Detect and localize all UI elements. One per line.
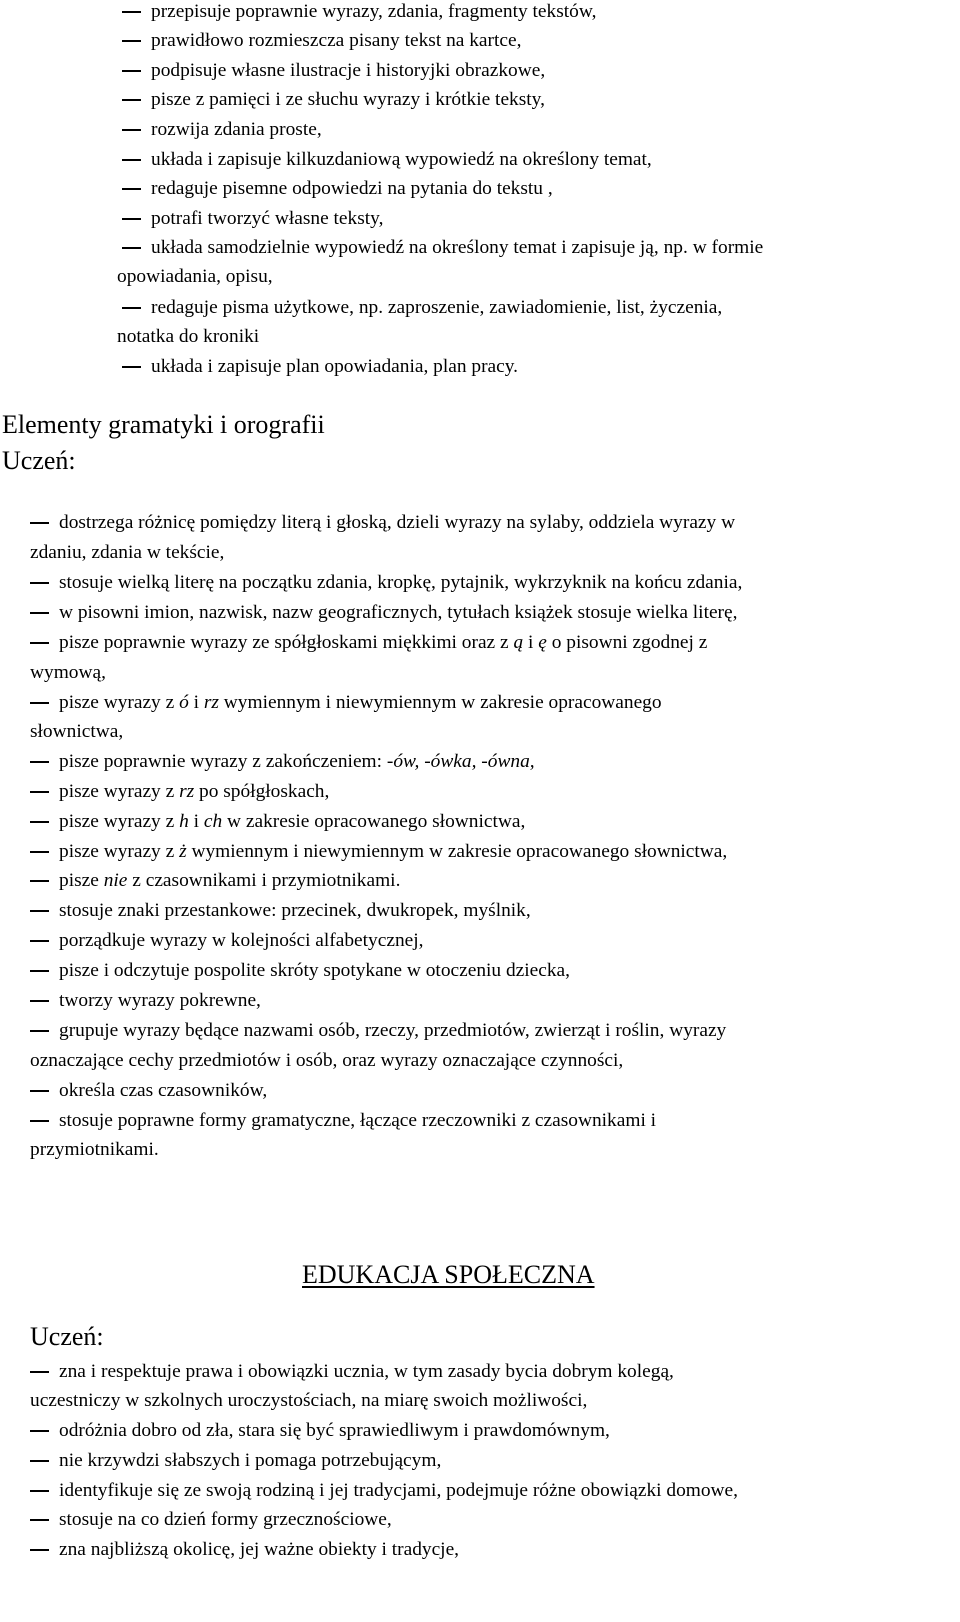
- text-segment: pisze: [59, 870, 104, 891]
- italic-term: ż: [179, 841, 187, 862]
- list-item: [30, 807, 525, 837]
- dash-bullet: [30, 970, 49, 972]
- text-segment: dostrzega różnicę pomiędzy literą i głoską, dzieli wyrazy na sylaby, oddziela wyrazy w: [59, 512, 736, 533]
- italic-term: nie: [103, 870, 128, 891]
- dash-bullet: [30, 1490, 49, 1492]
- uczen-label: Uczeń:: [30, 1322, 104, 1351]
- text-segment: o pisowni zgodnej z: [546, 632, 708, 653]
- list-item: [30, 1106, 656, 1136]
- text-segment: pisze wyrazy z: [59, 811, 180, 832]
- list-item: [30, 777, 329, 807]
- list-item-continuation: [30, 717, 123, 747]
- list-item: [30, 628, 707, 658]
- dash-bullet: [122, 129, 141, 131]
- list-item-continuation: opowiadania, opisu,: [117, 266, 273, 287]
- list-item: [30, 568, 742, 598]
- text-segment: przymiotnikami.: [30, 1139, 159, 1160]
- text-segment: i: [188, 811, 204, 832]
- dash-bullet: [30, 1030, 49, 1032]
- uczen-label: Uczeń:: [2, 446, 76, 475]
- list-item: stosuje na co dzień formy grzecznościowe,: [30, 1505, 392, 1535]
- dash-bullet: [122, 11, 141, 13]
- list-item: [30, 956, 570, 986]
- text-segment: oznaczające cechy przedmiotów i osób, oraz wyrazy oznaczające czynności,: [30, 1050, 624, 1071]
- italic-term: rz: [179, 781, 195, 802]
- italic-term: h: [179, 811, 189, 832]
- dash-bullet: [122, 40, 141, 42]
- dash-bullet: [30, 940, 49, 942]
- list-item: [30, 508, 735, 538]
- list-item: [30, 598, 737, 628]
- dash-bullet: [122, 366, 141, 368]
- text-segment: zdaniu, zdania w tekście,: [30, 542, 225, 563]
- list-item: [30, 896, 531, 926]
- text-segment: wymową,: [30, 662, 106, 683]
- text-segment: i: [188, 692, 204, 713]
- list-item: zna i respektuje prawa i obowiązki ucznia, w tym zasady bycia dobrym kolegą,: [30, 1357, 674, 1387]
- dash-bullet: [30, 851, 49, 853]
- text-segment: po spółgłoskach,: [194, 781, 330, 802]
- dash-bullet: [30, 1519, 49, 1521]
- list-item: podpisuje własne ilustracje i historyjki obrazkowe,: [122, 56, 545, 86]
- dash-bullet: [30, 642, 49, 644]
- list-item: [30, 837, 727, 867]
- dash-bullet: [122, 307, 141, 309]
- section-heading-social: EDUKACJA SPOŁECZNA: [302, 1260, 595, 1289]
- text-segment: grupuje wyrazy będące nazwami osób, rzeczy, przedmiotów, zwierząt i roślin, wyrazy: [59, 1020, 727, 1041]
- dash-bullet: [122, 188, 141, 190]
- text-segment: porządkuje wyrazy w kolejności alfabetycznej,: [59, 930, 424, 951]
- list-item: identyfikuje się ze swoją rodziną i jej tradycjami, podejmuje różne obowiązki domowe,: [30, 1476, 738, 1506]
- text-segment: z czasownikami i przymiotnikami.: [127, 870, 401, 891]
- list-item: pisze z pamięci i ze słuchu wyrazy i krótkie teksty,: [122, 85, 545, 115]
- dash-bullet: [30, 522, 49, 524]
- dash-bullet: [30, 880, 49, 882]
- dash-bullet: [30, 1371, 49, 1373]
- list-item: przepisuje poprawnie wyrazy, zdania, fragmenty tekstów,: [122, 0, 596, 27]
- list-item-continuation: [30, 538, 224, 568]
- list-item-continuation: [30, 1135, 159, 1165]
- dash-bullet: [30, 821, 49, 823]
- list-item: [30, 926, 424, 956]
- text-segment: w zakresie opracowanego słownictwa,: [222, 811, 526, 832]
- text-segment: w pisowni imion, nazwisk, nazw geograficznych, tytułach książek stosuje wielka literę,: [59, 602, 738, 623]
- list-item: układa i zapisuje plan opowiadania, plan pracy.: [122, 352, 518, 382]
- dash-bullet: [30, 702, 49, 704]
- section-heading-grammar: Elementy gramatyki i orografii: [2, 410, 325, 439]
- list-item: nie krzywdzi słabszych i pomaga potrzebującym,: [30, 1446, 441, 1476]
- dash-bullet: [30, 1430, 49, 1432]
- list-item: [30, 747, 535, 777]
- text-segment: tworzy wyrazy pokrewne,: [59, 990, 261, 1011]
- dash-bullet: [30, 1090, 49, 1092]
- text-segment: określa czas czasowników,: [59, 1080, 268, 1101]
- text-segment: pisze poprawnie wyrazy ze spółgłoskami miękkimi oraz z: [59, 632, 514, 653]
- dash-bullet: [122, 247, 141, 249]
- list-item: redaguje pisemne odpowiedzi na pytania do tekstu ,: [122, 174, 553, 204]
- list-item-continuation: [30, 658, 106, 688]
- list-item: [30, 1076, 267, 1106]
- list-item: prawidłowo rozmieszcza pisany tekst na kartce,: [122, 26, 521, 56]
- italic-term: rz: [203, 692, 219, 713]
- text-segment: pisze wyrazy z: [59, 781, 180, 802]
- dash-bullet: [30, 761, 49, 763]
- list-item: [30, 866, 400, 896]
- dash-bullet: [122, 99, 141, 101]
- list-item-continuation: [30, 1046, 623, 1076]
- list-item: zna najbliższą okolicę, jej ważne obiekty i tradycje,: [30, 1535, 459, 1565]
- list-item: układa i zapisuje kilkuzdaniową wypowiedź na określony temat,: [122, 145, 652, 175]
- text-segment: i: [523, 632, 539, 653]
- list-item: potrafi tworzyć własne teksty,: [122, 204, 383, 234]
- dash-bullet: [30, 791, 49, 793]
- italic-term: ę: [538, 632, 547, 653]
- italic-term: ą: [513, 632, 524, 653]
- list-item: odróżnia dobro od zła, stara się być sprawiedliwym i prawdomównym,: [30, 1416, 610, 1446]
- italic-term: ó: [179, 692, 189, 713]
- text-segment: wymiennym i niewymiennym w zakresie opracowanego: [218, 692, 662, 713]
- text-segment: stosuje wielką literę na początku zdania, kropkę, pytajnik, wykrzyknik na końcu zdania,: [59, 572, 743, 593]
- list-item: [30, 1016, 726, 1046]
- dash-bullet: [122, 218, 141, 220]
- text-segment: pisze i odczytuje pospolite skróty spotykane w otoczeniu dziecka,: [59, 960, 571, 981]
- text-segment: pisze wyrazy z: [59, 841, 180, 862]
- dash-bullet: [122, 70, 141, 72]
- list-item: układa samodzielnie wypowiedź na określony temat i zapisuje ją, np. w formie: [122, 233, 763, 263]
- text-segment: stosuje znaki przestankowe: przecinek, dwukropek, myślnik,: [59, 900, 531, 921]
- dash-bullet: [30, 1120, 49, 1122]
- text-segment: wymiennym i niewymiennym w zakresie opracowanego słownictwa,: [186, 841, 728, 862]
- dash-bullet: [30, 1000, 49, 1002]
- list-item: [30, 986, 261, 1016]
- text-segment: pisze poprawnie wyrazy z zakończeniem:: [59, 751, 387, 772]
- dash-bullet: [30, 910, 49, 912]
- list-item-continuation: notatka do kroniki: [117, 326, 260, 347]
- list-item-continuation: uczestniczy w szkolnych uroczystościach, na miarę swoich możliwości,: [30, 1390, 588, 1411]
- italic-term: ch: [203, 811, 223, 832]
- dash-bullet: [30, 612, 49, 614]
- italic-term: -ów, -ówka, -ówna,: [386, 751, 535, 772]
- text-segment: słownictwa,: [30, 721, 124, 742]
- dash-bullet: [30, 1460, 49, 1462]
- list-item: rozwija zdania proste,: [122, 115, 322, 145]
- dash-bullet: [122, 159, 141, 161]
- text-segment: stosuje poprawne formy gramatyczne, łączące rzeczowniki z czasownikami i: [59, 1110, 657, 1131]
- list-item: redaguje pisma użytkowe, np. zaproszenie, zawiadomienie, list, życzenia,: [122, 293, 722, 323]
- text-segment: pisze wyrazy z: [59, 692, 180, 713]
- list-item: [30, 688, 662, 718]
- dash-bullet: [30, 582, 49, 584]
- dash-bullet: [30, 1549, 49, 1551]
